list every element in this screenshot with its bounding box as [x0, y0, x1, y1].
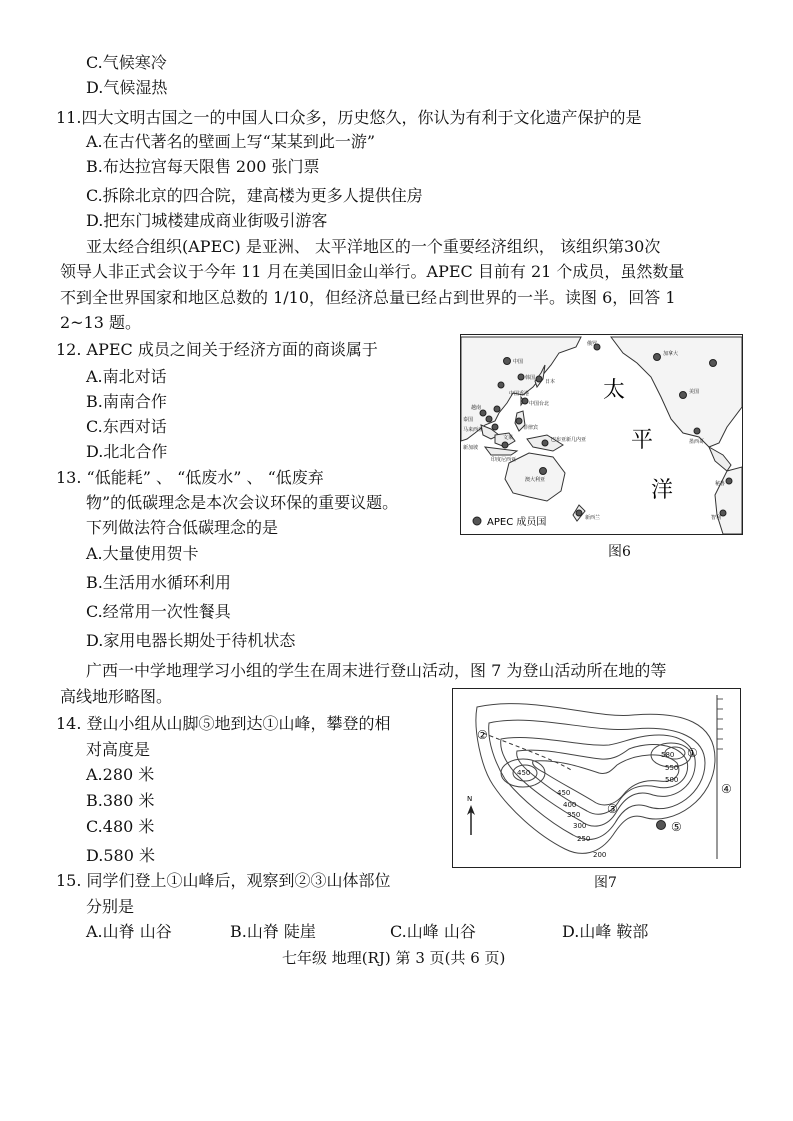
place-label: 秘鲁 [715, 481, 726, 487]
legend-dot-icon [473, 517, 481, 525]
apec-intro-line-1: 亚太经合组织(APEC) 是亚洲、 太平洋地区的一个重要经济组织， 该组织第30次 [86, 237, 661, 256]
q10-option-d: D.气候湿热 [86, 78, 168, 97]
q13-option-b: B.生活用水循环利用 [86, 573, 231, 592]
q11-option-a: A.在古代著名的壁画上写“某某到此一游” [86, 132, 376, 151]
page-footer: 七年级 地理(RJ) 第 3 页(共 6 页) [282, 949, 506, 967]
q13-stem-line-3: 下列做法符合低碳理念的是 [86, 518, 279, 537]
place-label: 泰国 [463, 417, 474, 423]
apec-intro-line-4: 2~13 题。 [60, 313, 142, 332]
place-label: 墨西哥 [689, 439, 705, 445]
q14-stem-line-1: 14. 登山小组从山脚⑤地到达①山峰，攀登的相 [56, 714, 391, 733]
marker-1: ① [687, 746, 698, 760]
contour-label: 250 [577, 835, 591, 843]
ocean-label-tai: 太 [603, 378, 626, 403]
contour-label: 550 [665, 764, 679, 772]
marker-5: ⑤ [671, 820, 682, 834]
marker-3: ③ [607, 802, 618, 816]
q12-option-c: C.东西对话 [86, 417, 167, 436]
q15-stem-line-2: 分别是 [86, 897, 135, 916]
marker-2: ② [477, 728, 488, 742]
hike-intro-line-1: 广西一中学地理学习小组的学生在周末进行登山活动，图 7 为登山活动所在地的等 [86, 661, 667, 680]
place-label: 中国台北 [529, 401, 550, 407]
marker-4: ④ [721, 782, 732, 796]
place-label: 俄罗 [587, 341, 598, 347]
place-label: 日本 [545, 379, 556, 385]
figure-6-caption: 图6 [608, 544, 631, 560]
q12-option-d: D.北北合作 [86, 442, 168, 461]
q11-stem: 11.四大文明古国之一的中国人口众多，历史悠久，你认为有利于文化遗产保护的是 [56, 108, 642, 127]
q15-stem-line-1: 15. 同学们登上①山峰后，观察到②③山体部位 [56, 871, 391, 890]
contour-label: 450 [517, 769, 531, 777]
place-label: 越南 [471, 405, 482, 411]
contour-label: 580 [661, 751, 675, 759]
contour-label: 450 [557, 789, 571, 797]
apec-intro-line-3: 不到全世界国家和地区总数的 1/10，但经济总量已经占到世界的一半。读图 6，回答 1 [60, 288, 676, 307]
figure-7-caption: 图7 [594, 875, 617, 891]
q14-stem-line-2: 对高度是 [86, 740, 151, 759]
place-label: 美国 [689, 389, 700, 395]
ocean-label-ping: 平 [631, 428, 654, 453]
place-label: 马来西亚 [463, 427, 484, 433]
q14-option-d: D.580 米 [86, 846, 155, 865]
q13-option-d: D.家用电器长期处于待机状态 [86, 631, 296, 650]
place-label: 韩国 [525, 375, 536, 381]
q14-option-a: A.280 米 [86, 765, 155, 784]
q10-option-c: C.气候寒冷 [86, 53, 167, 72]
q11-option-c: C.拆除北京的四合院，建高楼为更多人提供住房 [86, 186, 423, 205]
place-label: 新西兰 [585, 515, 601, 521]
contour-label: 500 [665, 776, 679, 784]
q11-option-d: D.把东门城楼建成商业街吸引游客 [86, 211, 328, 230]
place-label: 智利 [711, 515, 722, 521]
hike-intro-line-2: 高线地形略图。 [60, 687, 173, 706]
contour-label: 350 [567, 811, 581, 819]
place-label: 中国 [513, 359, 524, 365]
place-label: 新加坡 [463, 445, 479, 451]
contour-label: 200 [593, 851, 607, 859]
figure-7-contour-map [452, 688, 741, 868]
place-label: 澳大利亚 [525, 477, 546, 483]
q13-stem-line-1: 13. “低能耗” 、 “低废水” 、 “低废弃 [56, 468, 324, 487]
q13-option-c: C.经常用一次性餐具 [86, 602, 231, 621]
contour-label: 300 [573, 822, 587, 830]
q15-option-c: C.山峰 山谷 [390, 922, 476, 941]
q15-option-b: B.山脊 陡崖 [230, 922, 316, 941]
q15-option-a: A.山脊 山谷 [86, 922, 172, 941]
q14-option-b: B.380 米 [86, 791, 155, 810]
q13-stem-line-2: 物”的低碳理念是本次会议环保的重要议题。 [86, 493, 399, 512]
q12-option-a: A.南北对话 [86, 367, 167, 386]
place-label: 巴布亚新几内亚 [551, 437, 587, 443]
figure-6-apec-map [460, 334, 743, 535]
q13-option-a: A.大量使用贺卡 [86, 544, 199, 563]
point-5-dot-icon [657, 821, 666, 830]
q15-option-d: D.山峰 鞍部 [562, 922, 649, 941]
place-label: 中国香港 [509, 391, 530, 397]
q11-option-b: B.布达拉宫每天限售 200 张门票 [86, 157, 320, 176]
q14-option-c: C.480 米 [86, 817, 155, 836]
place-label: 文莱 [503, 435, 514, 441]
place-label: 加拿大 [663, 351, 679, 357]
legend-label: APEC 成员国 [487, 517, 547, 528]
place-label: 菲律宾 [523, 425, 539, 431]
place-label: 印度尼西亚 [491, 457, 517, 463]
ocean-label-yang: 洋 [651, 478, 674, 503]
q12-option-b: B.南南合作 [86, 392, 167, 411]
q12-stem: 12. APEC 成员之间关于经济方面的商谈属于 [56, 340, 378, 359]
apec-intro-line-2: 领导人非正式会议于今年 11 月在美国旧金山举行。APEC 目前有 21 个成员，虽然数量 [60, 262, 685, 281]
contour-label: 400 [563, 801, 577, 809]
north-label: N [467, 795, 473, 803]
